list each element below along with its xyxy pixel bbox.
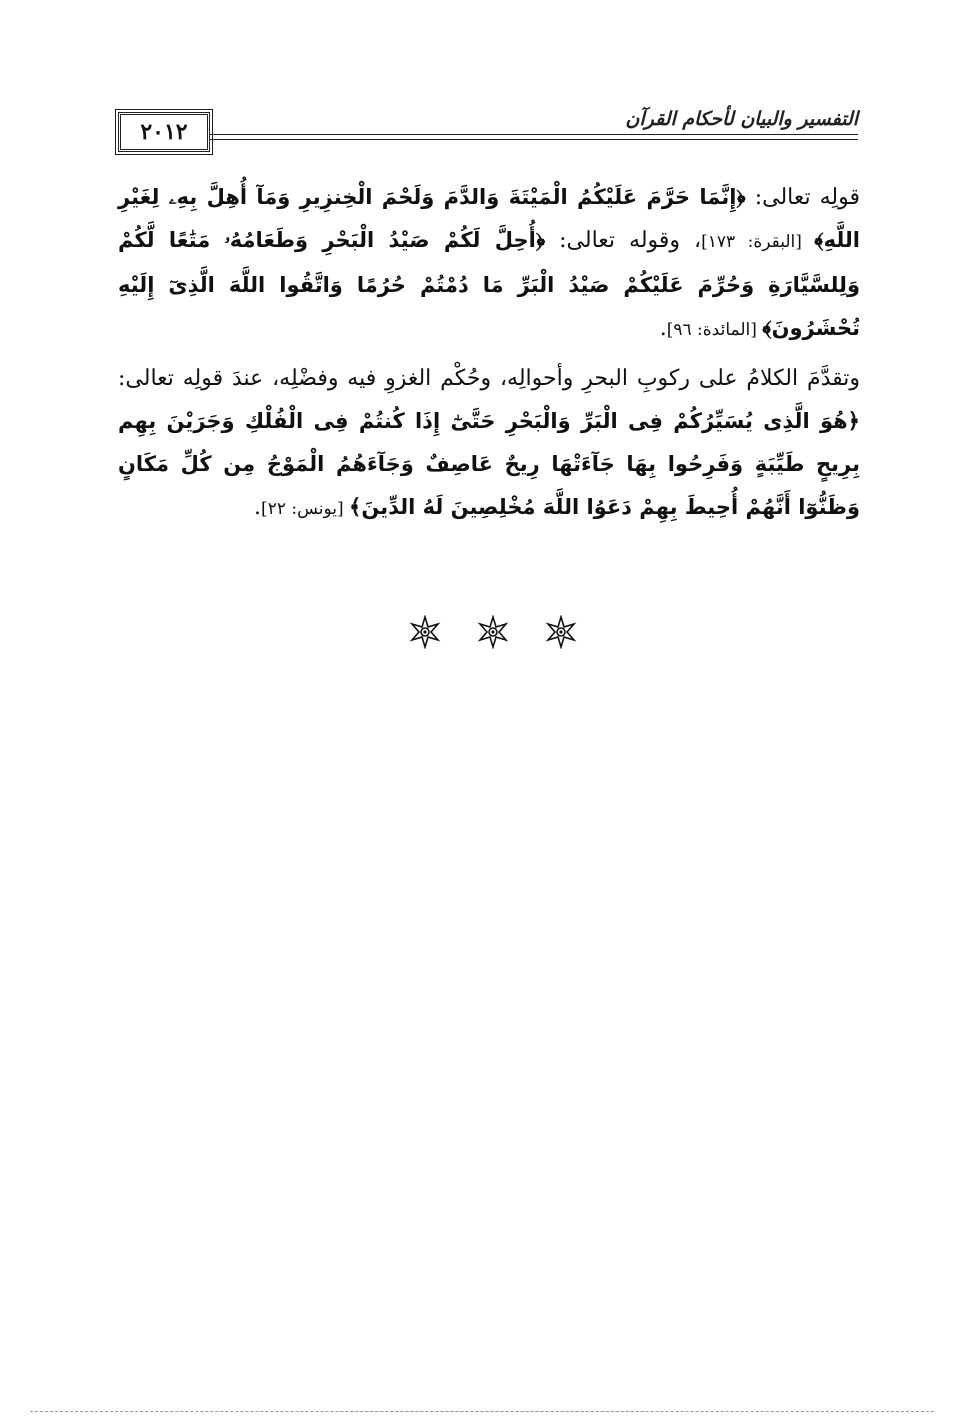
floral-star-icon xyxy=(408,615,442,649)
header-rule xyxy=(118,134,858,140)
citation-baqarah: [البقرة: ١٧٣] xyxy=(701,232,815,252)
text-body xyxy=(118,176,860,531)
paragraph-1 xyxy=(118,176,860,352)
footer-scan-line xyxy=(340,1411,934,1412)
paragraph-2-end: . xyxy=(254,495,262,520)
paragraph-1-intro: قولِه تعالى: xyxy=(745,185,860,210)
paragraph-1-end: . xyxy=(659,316,667,341)
paragraph-2-intro: وتقدَّمَ الكلامُ على ركوبِ البحرِ وأحوالِه، وحُكْم الغزوِ فيه وفضْلِه، عندَ قولِه تعالى: xyxy=(118,366,860,391)
quran-verse-baqarah: ﴿إِنَّمَا حَرَّمَ عَلَيْكُمُ الْمَيْتَةَ وَالدَّمَ وَلَحْمَ الْخِنزِيرِ وَمَآ أُهِلَّ بِهِۦ لِغَيْرِ اللَّهِ﴾ xyxy=(118,185,860,252)
page-number: ٢٠١٢ xyxy=(118,112,210,152)
citation-maidah: [المائدة: ٩٦] xyxy=(666,320,763,340)
quran-verse-maidah: ﴿أُحِلَّ لَكُمْ صَيْدُ الْبَحْرِ وَطَعَامُهُۥ مَتَٰعًا لَّكُمْ وَلِلسَّيَّارَةِ وَحُرِّمَ عَلَيْكُمْ صَيْدُ الْبَرِّ مَا دُمْتُمْ حُرُمًا وَاتَّقُوا اللَّهَ الَّذِىٓ إِلَيْهِ تُحْشَرُونَ﴾ xyxy=(118,228,860,340)
floral-star-icon xyxy=(544,615,578,649)
paragraph-1-connector: ، وقوله تعالى: xyxy=(545,228,702,253)
quran-verse-yunus: ﴿هُوَ الَّذِى يُسَيِّرُكُمْ فِى الْبَرِّ وَالْبَحْرِ حَتَّىٰٓ إِذَا كُنتُمْ فِى الْفُلْكِ وَجَرَيْنَ بِهِم بِرِيحٍ طَيِّبَةٍ وَفَرِحُوا بِهَا جَآءَتْهَا رِيحٌ عَاصِفٌ وَجَآءَهُمُ الْمَوْجُ مِن كُلِّ مَكَانٍ وَظَنُّوٓا أَنَّهُمْ أُحِيطَ بِهِمْ دَعَوُا اللَّهَ مُخْلِصِينَ لَهُ الدِّينَ﴾ xyxy=(118,409,860,519)
floral-star-icon xyxy=(476,615,510,649)
book-title: التفسير والبيان لأحكام القرآن xyxy=(625,108,858,130)
citation-yunus: [يونس: ٢٢] xyxy=(261,499,350,519)
page-header xyxy=(118,94,858,156)
paragraph-2 xyxy=(118,357,860,531)
section-end-ornaments xyxy=(408,612,578,652)
